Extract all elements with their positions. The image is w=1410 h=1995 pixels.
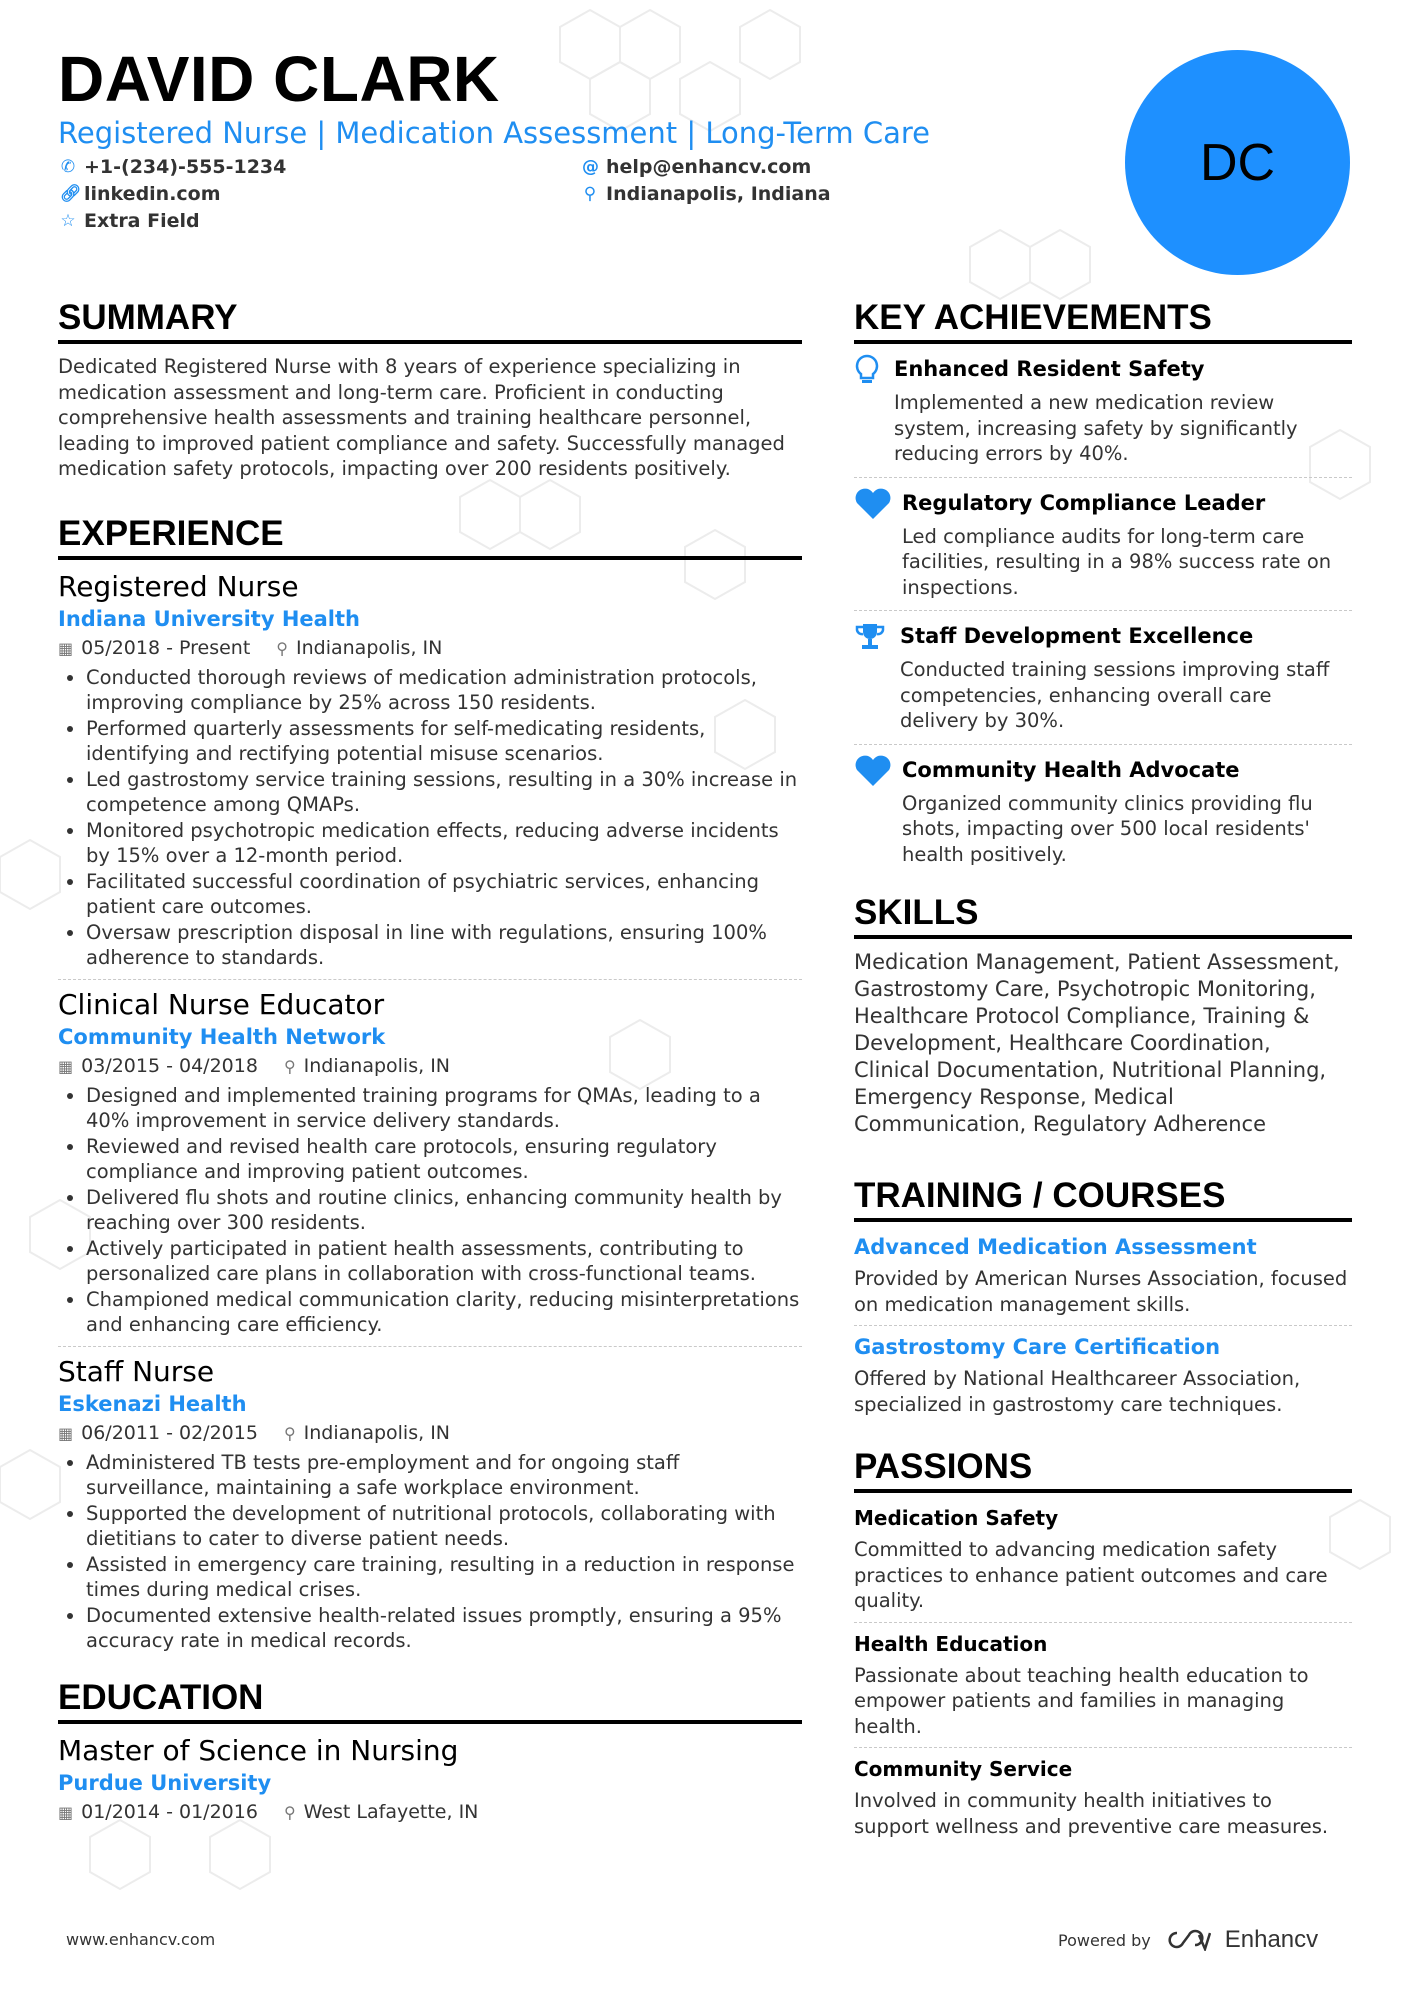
list-item: • Administered TB tests pre-employment and for ongoing staff surveillance, maintaining a safe workplace environment. (86, 1450, 802, 1501)
list-item: • Actively participated in patient health assessments, contributing to personalized care plans in collaboration with cross-functional teams. (86, 1236, 802, 1287)
extra-text: Extra Field (84, 210, 200, 232)
calendar-icon: ▦ (58, 1056, 74, 1076)
list-item: • Supported the development of nutritional protocols, collaborating with dietitians to cater to diverse patient needs. (86, 1501, 802, 1552)
email-text[interactable]: help@enhancv.com (606, 156, 812, 178)
passion-text: Committed to advancing medication safety practices to enhance patient outcomes and care quality. (854, 1538, 1328, 1612)
job-dates: 03/2015 - 04/2018 (81, 1054, 258, 1077)
job-meta (58, 634, 802, 663)
list-item: • Led gastrostomy service training sessions, resulting in a 30% increase in competence among QMAPs. (86, 767, 802, 818)
passion-item (854, 1503, 1352, 1614)
map-pin-icon: ⚲ (283, 1802, 296, 1822)
summary-heading: SUMMARY (58, 298, 802, 344)
course-item (854, 1232, 1352, 1317)
passion-title: Health Education (854, 1631, 1048, 1656)
education-meta (58, 1798, 802, 1827)
achievement-title: Community Health Advocate (902, 757, 1240, 782)
job-role: Registered Nurse (58, 569, 299, 603)
job-role: Staff Nurse (58, 1354, 215, 1388)
skills-heading: SKILLS (854, 893, 1352, 939)
achievement-title: Regulatory Compliance Leader (902, 490, 1266, 515)
powered-by-label: Powered by (1058, 1930, 1151, 1950)
education-heading: EDUCATION (58, 1678, 802, 1724)
job-company: Eskenazi Health (58, 1391, 247, 1416)
list-item: • Oversaw prescription disposal in line with regulations, ensuring 100% adherence to standards. (86, 920, 802, 971)
map-pin-icon: ⚲ (283, 1423, 296, 1443)
passion-title: Medication Safety (854, 1506, 1059, 1530)
at-icon: @ (582, 157, 599, 177)
calendar-icon: ▦ (58, 638, 74, 658)
job-location: Indianapolis, IN (303, 1054, 451, 1077)
summary-text: Dedicated Registered Nurse with 8 years of experience specializing in medication assessment and long-term care. Proficient in conducting comprehensive health assessments and training healthcare personnel, leading to improved patient compliance and safety. Successfully managed medication safety protocols, impacting over 200 residents positively. (58, 355, 785, 480)
job-company: Indiana University Health (58, 606, 360, 631)
achievement-text: Conducted training sessions improving staff competencies, enhancing overall care delivery by 30%. (900, 658, 1330, 732)
job-bullets (58, 1450, 802, 1654)
education-dates: 01/2014 - 01/2016 (81, 1800, 258, 1823)
education-location: West Lafayette, IN (303, 1800, 479, 1823)
left-column (58, 298, 802, 1833)
map-pin-icon: ⚲ (283, 1056, 296, 1076)
brand-name: Enhancv (1224, 1926, 1319, 1953)
avatar-initials: DC (1199, 133, 1276, 192)
divider (854, 477, 1352, 478)
job-company: Community Health Network (58, 1024, 386, 1049)
job-meta (58, 1052, 802, 1081)
contact-email[interactable] (582, 156, 811, 178)
course-text: Provided by American Nurses Association, focused on medication management skills. (854, 1267, 1348, 1316)
heart-icon (854, 755, 888, 868)
heart-icon (854, 488, 888, 601)
divider (854, 1622, 1352, 1623)
achievement-text: Led compliance audits for long-term care facilities, resulting in a 98% success rate on inspections. (902, 524, 1332, 599)
passion-text: Passionate about teaching health education to empower patients and families in managing health. (854, 1663, 1309, 1738)
achievement-item (854, 755, 1352, 878)
job-location: Indianapolis, IN (296, 636, 443, 659)
map-pin-icon: ⚲ (583, 184, 597, 204)
candidate-name: DAVID CLARK (58, 43, 500, 115)
achievement-item (854, 488, 1352, 611)
contact-location (582, 183, 831, 205)
job-dates: 06/2011 - 02/2015 (81, 1421, 258, 1444)
course-text: Offered by National Healthcareer Association, specialized in gastrostomy care techniques. (854, 1367, 1301, 1416)
job-role: Clinical Nurse Educator (58, 987, 385, 1021)
list-item: • Designed and implemented training programs for QMAs, leading to a 40% improvement in service delivery standards. (86, 1083, 802, 1134)
job-meta (58, 1419, 802, 1448)
location-text: Indianapolis, Indiana (606, 183, 831, 205)
divider (58, 979, 802, 980)
list-item: • Facilitated successful coordination of psychiatric services, enhancing patient care outcomes. (86, 869, 802, 920)
link-icon: 🔗︎ (60, 184, 82, 204)
contact-extra (60, 210, 200, 232)
divider (854, 1747, 1352, 1748)
calendar-icon: ▦ (58, 1423, 74, 1443)
divider (854, 744, 1352, 745)
experience-heading: EXPERIENCE (58, 514, 802, 560)
contact-linkedin[interactable] (60, 183, 221, 205)
list-item: • Championed medical communication clarity, reducing misinterpretations and enhancing care efficiency. (86, 1287, 802, 1338)
candidate-title: Registered Nurse | Medication Assessment | Long-Term Care (58, 116, 930, 150)
course-item (854, 1332, 1352, 1417)
linkedin-text[interactable]: linkedin.com (84, 183, 221, 205)
list-item: • Delivered flu shots and routine clinics, enhancing community health by reaching over 300 residents. (86, 1185, 802, 1236)
achievement-title: Staff Development Excellence (900, 624, 1254, 648)
list-item: • Reviewed and revised health care protocols, ensuring regulatory compliance and improving patient outcomes. (86, 1134, 802, 1185)
divider (854, 610, 1352, 611)
job-dates: 05/2018 - Present (81, 636, 251, 659)
passions-heading: PASSIONS (854, 1447, 1352, 1493)
education-entry (58, 1734, 802, 1827)
job-bullets (58, 1083, 802, 1338)
list-item: • Monitored psychotropic medication effects, reducing adverse incidents by 15% over a 12-month period. (86, 818, 802, 869)
passion-title: Community Service (854, 1757, 1073, 1781)
list-item: • Documented extensive health-related issues promptly, ensuring a 95% accuracy rate in medical records. (86, 1603, 802, 1654)
education-school: Purdue University (58, 1770, 272, 1795)
skills-text: Medication Management, Patient Assessment, Gastrostomy Care, Psychotropic Monitoring, Healthcare Protocol Compliance, Training & Development, Healthcare Coordination, Clinical Documentation, Nutritional Planning, Emergency Response, Medical Communication, Regulatory Adherence (854, 950, 1340, 1136)
divider (58, 1346, 802, 1347)
passion-item (854, 1754, 1352, 1839)
footer-branding[interactable] (1058, 1926, 1318, 1954)
avatar (1125, 50, 1350, 275)
list-item: • Assisted in emergency care training, resulting in a reduction in response times during medical crises. (86, 1552, 802, 1603)
footer-website[interactable]: www.enhancv.com (66, 1930, 216, 1949)
achievement-item (854, 354, 1352, 477)
passion-text: Involved in community health initiatives to support wellness and preventive care measures. (854, 1789, 1329, 1838)
enhancv-logo-icon (1165, 1929, 1211, 1951)
achievement-text: Implemented a new medication review system, increasing safety by significantly reducing errors by 40%. (894, 391, 1298, 465)
job-location: Indianapolis, IN (303, 1421, 451, 1444)
lightbulb-icon (854, 354, 880, 467)
job-entry (58, 988, 802, 1338)
job-entry (58, 570, 802, 971)
course-title: Advanced Medication Assessment (854, 1235, 1257, 1259)
divider (854, 1325, 1352, 1326)
list-item: • Performed quarterly assessments for self-medicating residents, identifying and rectifying potential misuse scenarios. (86, 716, 802, 767)
map-pin-icon: ⚲ (276, 638, 288, 658)
achievement-title: Enhanced Resident Safety (894, 357, 1205, 381)
phone-icon: ✆ (60, 157, 76, 177)
phone-text: +1-(234)-555-1234 (84, 156, 287, 178)
contact-phone (60, 156, 286, 178)
achievement-text: Organized community clinics providing flu shots, impacting over 500 local residents' health positively. (902, 791, 1313, 866)
course-title: Gastrostomy Care Certification (854, 1335, 1221, 1359)
achievement-item (854, 621, 1352, 744)
list-item: • Conducted thorough reviews of medication administration protocols, improving compliance by 25% across 150 residents. (86, 665, 802, 716)
trophy-icon (854, 621, 886, 734)
star-icon: ☆ (60, 211, 76, 231)
calendar-icon: ▦ (58, 1802, 74, 1822)
passion-item (854, 1629, 1352, 1740)
job-bullets (58, 665, 802, 971)
training-heading: TRAINING / COURSES (854, 1176, 1352, 1222)
achievements-heading: KEY ACHIEVEMENTS (854, 298, 1352, 344)
education-degree: Master of Science in Nursing (58, 1733, 459, 1767)
right-column (854, 298, 1352, 1839)
job-entry (58, 1355, 802, 1654)
